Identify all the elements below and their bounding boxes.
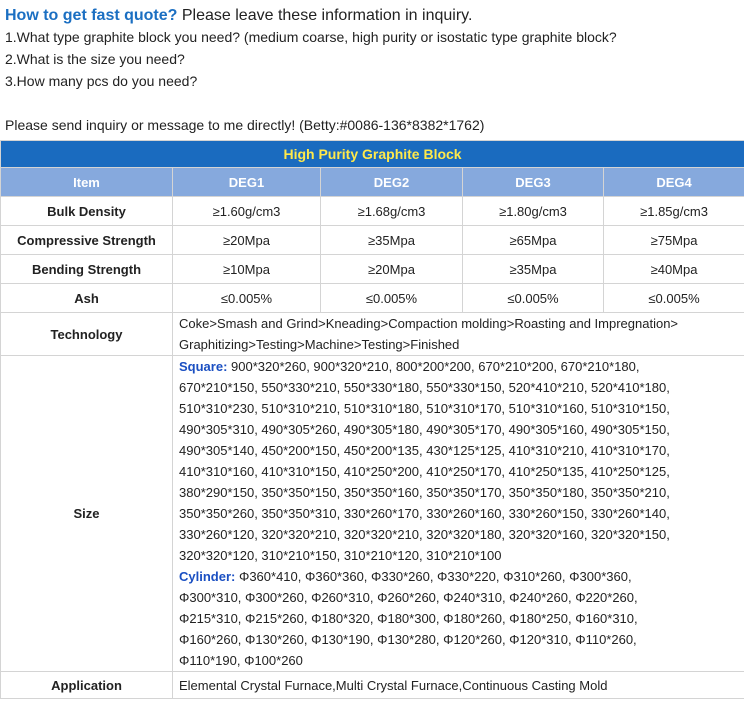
row-label-size: Size (1, 356, 173, 672)
technology-value (173, 313, 744, 356)
header-deg4: DEG4 (604, 168, 744, 197)
spacer (5, 92, 740, 114)
table-cell: ≥35Mpa (463, 255, 604, 284)
size-text: Φ360*410, Φ360*360, Φ330*260, Φ330*220, Φ310*260, Φ300*360, (235, 569, 632, 584)
table-cell: ≥75Mpa (604, 226, 744, 255)
table-cell: ≥1.60g/cm3 (173, 197, 321, 226)
table-cell: ≥40Mpa (604, 255, 744, 284)
table-cell: ≥1.85g/cm3 (604, 197, 744, 226)
row-label-ash: Ash (1, 284, 173, 313)
table-row (1, 284, 744, 313)
technology-line: Graphitizing>Testing>Machine>Testing>Finished (179, 337, 460, 352)
size-line: 380*290*150, 350*350*150, 350*350*160, 350*350*170, 350*350*180, 350*350*210, (179, 485, 670, 500)
table-cell: ≥1.68g/cm3 (321, 197, 463, 226)
size-line: 490*305*140, 450*200*150, 450*200*135, 430*125*125, 410*310*210, 410*310*170, (179, 443, 670, 458)
header-item: Item (1, 168, 173, 197)
table-cell: ≥65Mpa (463, 226, 604, 255)
row-label-bulk-density: Bulk Density (1, 197, 173, 226)
table-cell: ≤0.005% (604, 284, 744, 313)
size-line: 410*310*160, 410*310*150, 410*250*200, 410*250*170, 410*250*135, 410*250*125, (179, 464, 670, 479)
row-label-bending-strength: Bending Strength (1, 255, 173, 284)
table-cell: ≤0.005% (463, 284, 604, 313)
header-deg1: DEG1 (173, 168, 321, 197)
size-row (1, 356, 744, 672)
question-3: 3.How many pcs do you need? (5, 73, 198, 89)
table-title-row (1, 141, 744, 168)
size-line: 670*210*150, 550*330*210, 550*330*180, 550*330*150, 520*410*210, 520*410*180, (179, 380, 670, 395)
spec-table (0, 140, 744, 699)
cylinder-label: Cylinder: (179, 569, 236, 584)
table-cell: ≥20Mpa (321, 255, 463, 284)
table-cell: ≤0.005% (173, 284, 321, 313)
quote-heading-lead: How to get fast quote? (5, 7, 178, 24)
quote-heading-rest: Please leave these information in inquiry. (177, 7, 473, 24)
header-deg3: DEG3 (463, 168, 604, 197)
size-line (179, 356, 738, 377)
size-text: 900*320*260, 900*320*210, 800*200*200, 670*210*200, 670*210*180, (227, 359, 640, 374)
intro-section (5, 4, 740, 136)
table-row (1, 226, 744, 255)
table-cell: ≥20Mpa (173, 226, 321, 255)
row-label-technology: Technology (1, 313, 173, 356)
application-value: Elemental Crystal Furnace,Multi Crystal Furnace,Continuous Casting Mold (173, 672, 744, 699)
table-cell: ≤0.005% (321, 284, 463, 313)
table-title: High Purity Graphite Block (1, 141, 744, 168)
technology-line: Coke>Smash and Grind>Kneading>Compaction molding>Roasting and Impregnation> (179, 316, 679, 331)
table-row (1, 255, 744, 284)
size-line: Φ215*310, Φ215*260, Φ180*320, Φ180*300, Φ180*260, Φ180*250, Φ160*310, (179, 611, 638, 626)
technology-row (1, 313, 744, 356)
size-line: Φ300*310, Φ300*260, Φ260*310, Φ260*260, Φ240*310, Φ240*260, Φ220*260, (179, 590, 638, 605)
contact-line: Please send inquiry or message to me directly! (Betty:#0086-136*8382*1762) (5, 117, 485, 133)
size-line: 490*305*310, 490*305*260, 490*305*180, 490*305*170, 490*305*160, 490*305*150, (179, 422, 670, 437)
size-line: 330*260*120, 320*320*210, 320*320*210, 320*320*180, 320*320*160, 320*320*150, (179, 527, 670, 542)
quote-heading (5, 4, 740, 26)
size-line (179, 566, 738, 587)
application-row (1, 672, 744, 699)
table-cell: ≥10Mpa (173, 255, 321, 284)
size-line: 350*350*260, 350*350*310, 330*260*170, 330*260*160, 330*260*150, 330*260*140, (179, 506, 670, 521)
header-deg2: DEG2 (321, 168, 463, 197)
square-label: Square: (179, 359, 228, 374)
size-line: 320*320*120, 310*210*150, 310*210*120, 310*210*100 (179, 548, 502, 563)
table-header-row (1, 168, 744, 197)
size-line: Φ160*260, Φ130*260, Φ130*190, Φ130*280, Φ120*260, Φ120*310, Φ110*260, (179, 632, 637, 647)
row-label-compressive-strength: Compressive Strength (1, 226, 173, 255)
table-row (1, 197, 744, 226)
question-1: 1.What type graphite block you need? (medium coarse, high purity or isostatic type graphite block? (5, 29, 617, 45)
size-line: Φ110*190, Φ100*260 (179, 653, 303, 668)
question-2: 2.What is the size you need? (5, 51, 185, 67)
table-cell: ≥35Mpa (321, 226, 463, 255)
row-label-application: Application (1, 672, 173, 699)
table-cell: ≥1.80g/cm3 (463, 197, 604, 226)
size-value (173, 356, 744, 672)
size-line: 510*310*230, 510*310*210, 510*310*180, 510*310*170, 510*310*160, 510*310*150, (179, 401, 670, 416)
